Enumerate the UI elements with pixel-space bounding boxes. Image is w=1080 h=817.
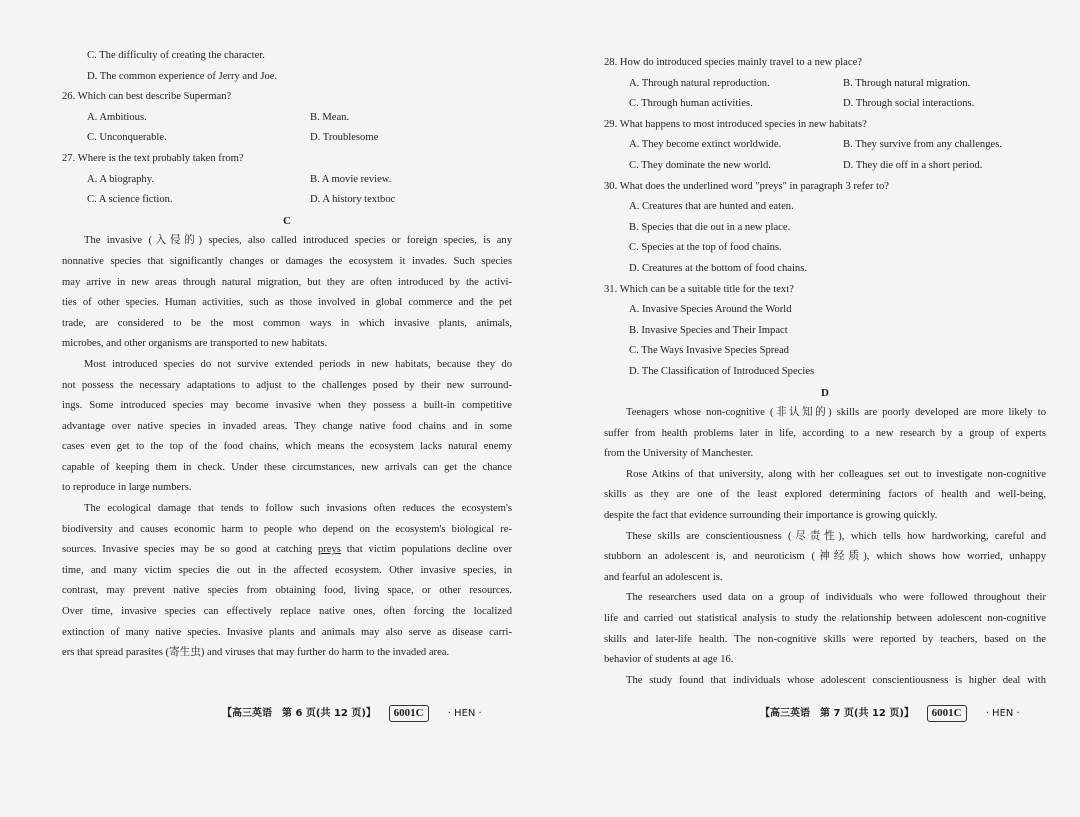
footer-tag: · HEN ·	[447, 708, 482, 719]
text-line: behavior of students at age 16.	[604, 654, 734, 666]
question-26-options-ab	[62, 108, 512, 129]
text-line: ings. Some introduced species may become invasive when they possess a built-in competitive	[62, 400, 512, 412]
text-line: trade, are considered to be the most common ways in which invasive plants, animals,	[62, 317, 512, 329]
option-d-prev: D. The common experience of Jerry and Joe.	[87, 70, 278, 82]
passage-d-paragraph-3	[604, 527, 1046, 589]
text-line: skills and later-life health. The non-cognitive skills were reported by teachers, based on the	[604, 633, 1046, 645]
text-line: extinction of many native species. Invasive plants and animals may also serve as disease carri-	[62, 626, 512, 638]
passage-c-paragraph-3	[62, 499, 512, 664]
q26-option-b: B. Mean.	[310, 111, 350, 123]
text-line: may arrive in new areas through natural migration, but they are often introduced by the activi-	[62, 276, 512, 288]
q29-option-b: B. They survive from any challenges.	[843, 139, 1002, 151]
question-31: 31. Which can be a suitable title for the text?	[604, 283, 794, 295]
q28-option-a: A. Through natural reproduction.	[629, 77, 770, 89]
option-c-prev: C. The difficulty of creating the character.	[87, 50, 265, 61]
text-line: Teenagers whose non-cognitive (非认知的) skills are poorly developed are more likely to	[626, 407, 1046, 419]
text-line: nonnative species that significantly changes or damages the ecosystem it invades. Such species	[62, 255, 512, 267]
text-line	[62, 540, 512, 561]
text-fragment: that victim populations decline over	[340, 544, 512, 556]
left-footer	[222, 704, 482, 722]
q31-option-b: B. Invasive Species and Their Impact	[629, 324, 788, 336]
q27-option-d: D. A history textboc	[310, 194, 396, 206]
text-line: stubborn an adolescent is, and neuroticism (神经质), which shows how worried, unhappy	[604, 551, 1046, 563]
text-line: Over time, invasive species can effectively replace native ones, often forcing the localized	[62, 606, 512, 618]
q28-option-b: B. Through natural migration.	[843, 77, 971, 89]
text-line: from the University of Manchester.	[604, 448, 754, 460]
question-29-options-ab	[604, 135, 1046, 156]
text-line: contrast, may prevent native species from obtaining food, living space, or other resources.	[62, 585, 512, 597]
text-line: advantage over native species in invaded areas. They change native food chains and in some	[62, 420, 512, 432]
question-26-options-cd	[62, 128, 512, 149]
right-page	[604, 53, 1046, 817]
question-29-options-cd	[604, 156, 1046, 177]
text-line: Rose Atkins of that university, along with her colleagues set out to investigate non-cognitive	[626, 468, 1046, 480]
text-line: biodiversity and causes economic harm to people who depend on the ecosystem's biological re-	[62, 523, 512, 535]
q31-option-c: C. The Ways Invasive Species Spread	[629, 345, 789, 357]
passage-d-paragraph-5	[604, 671, 1046, 692]
text-fragment: sources. Invasive species may be so good at catching	[62, 544, 318, 556]
text-line: despite the fact that evidence surrounding their importance is growing quickly.	[604, 510, 938, 522]
question-28-options-cd	[604, 94, 1046, 115]
q27-option-b: B. A movie review.	[310, 173, 392, 185]
q27-option-a: A. A biography.	[87, 173, 154, 185]
left-page	[62, 46, 512, 810]
passage-d-paragraph-2	[604, 465, 1046, 527]
text-line: microbes, and other organisms are transported to new habitats.	[62, 338, 328, 350]
text-line: not possess the necessary adaptations to adjust to the challenges posed by their new surround-	[62, 379, 512, 391]
text-line: to reproduce in large numbers.	[62, 482, 192, 494]
section-d-heading: D	[821, 386, 829, 399]
text-line: capable of keeping them in check. Under these circumstances, new arrivals can get the chance	[62, 461, 512, 473]
q28-option-c: C. Through human activities.	[629, 98, 753, 110]
text-line: ties of other species. Human activities, such as those involved in global commerce and the pet	[62, 297, 512, 309]
footer-tag: · HEN ·	[985, 708, 1020, 719]
text-line: The invasive (入侵的) species, also called introduced species or foreign species, is any	[84, 235, 512, 247]
question-29: 29. What happens to most introduced species in new habitats?	[604, 118, 867, 130]
q26-option-a: A. Ambitious.	[87, 111, 147, 123]
text-line: time, and many victim species die out in the affected ecosystem. Other invasive species, in	[62, 564, 512, 576]
q30-option-b: B. Species that die out in a new place.	[629, 221, 791, 233]
text-line: The study found that individuals whose adolescent conscientiousness is higher deal with	[626, 674, 1046, 686]
q29-option-d: D. They die off in a short period.	[843, 159, 983, 171]
text-line: life and carried out statistical analysis to study the relationship between adolescent non-cognitive	[604, 613, 1046, 625]
question-27-options-ab	[62, 170, 512, 191]
q29-option-c: C. They dominate the new world.	[629, 159, 771, 171]
question-27: 27. Where is the text probably taken from?	[62, 152, 244, 164]
q30-option-d: D. Creatures at the bottom of food chains.	[629, 262, 807, 274]
text-line: The ecological damage that tends to follow such invasions often reduces the ecosystem's	[84, 503, 512, 515]
text-line: cases even get to the top of the food chains, which means the ecosystem lacks natural enemy	[62, 441, 512, 453]
question-30: 30. What does the underlined word "preys" in paragraph 3 refer to?	[604, 180, 889, 192]
passage-d-paragraph-4	[604, 588, 1046, 670]
underlined-word-preys: preys	[317, 544, 341, 556]
section-c-heading: C	[283, 214, 291, 227]
q30-option-a: A. Creatures that are hunted and eaten.	[629, 201, 794, 213]
text-line: Most introduced species do not survive extended periods in new habitats, because they do	[84, 358, 512, 370]
q27-option-c: C. A science fiction.	[87, 194, 173, 206]
text-line: These skills are conscientiousness (尽责性), which tells how hardworking, careful and	[626, 530, 1046, 542]
q30-option-c: C. Species at the top of food chains.	[629, 242, 782, 254]
q29-option-a: A. They become extinct worldwide.	[629, 139, 782, 151]
text-line: suffer from health problems later in life, according to a new research by a group of experts	[604, 427, 1046, 439]
q26-option-c: C. Unconquerable.	[87, 132, 167, 144]
q26-option-d: D. Troublesome	[310, 132, 379, 144]
q28-option-d: D. Through social interactions.	[843, 98, 975, 110]
question-28: 28. How do introduced species mainly travel to a new place?	[604, 57, 862, 68]
exam-code-badge: 6001C	[927, 705, 967, 722]
question-28-options-ab	[604, 74, 1046, 95]
footer-page-label: 【高三英语 第 7 页(共 12 页)】	[760, 708, 914, 719]
passage-c-paragraph-1	[62, 231, 512, 355]
question-27-options-cd	[62, 190, 512, 211]
question-26: 26. Which can best describe Superman?	[62, 91, 232, 103]
text-line: and fearful an adolescent is.	[604, 571, 723, 583]
exam-code-badge: 6001C	[389, 705, 429, 722]
right-footer	[760, 704, 1020, 722]
text-line: skills as they are one of the least explored determining factors of health and well-being,	[604, 489, 1046, 501]
q31-option-a: A. Invasive Species Around the World	[629, 304, 792, 316]
footer-page-label: 【高三英语 第 6 页(共 12 页)】	[222, 708, 376, 719]
passage-d-paragraph-1	[604, 403, 1046, 465]
text-line: ers that spread parasites (寄生虫) and viruses that may further do harm to the invaded area.	[62, 647, 450, 659]
passage-c-paragraph-2	[62, 355, 512, 499]
q31-option-d: D. The Classification of Introduced Species	[629, 365, 815, 377]
text-line: The researchers used data on a group of individuals who were followed throughout their	[626, 592, 1046, 604]
